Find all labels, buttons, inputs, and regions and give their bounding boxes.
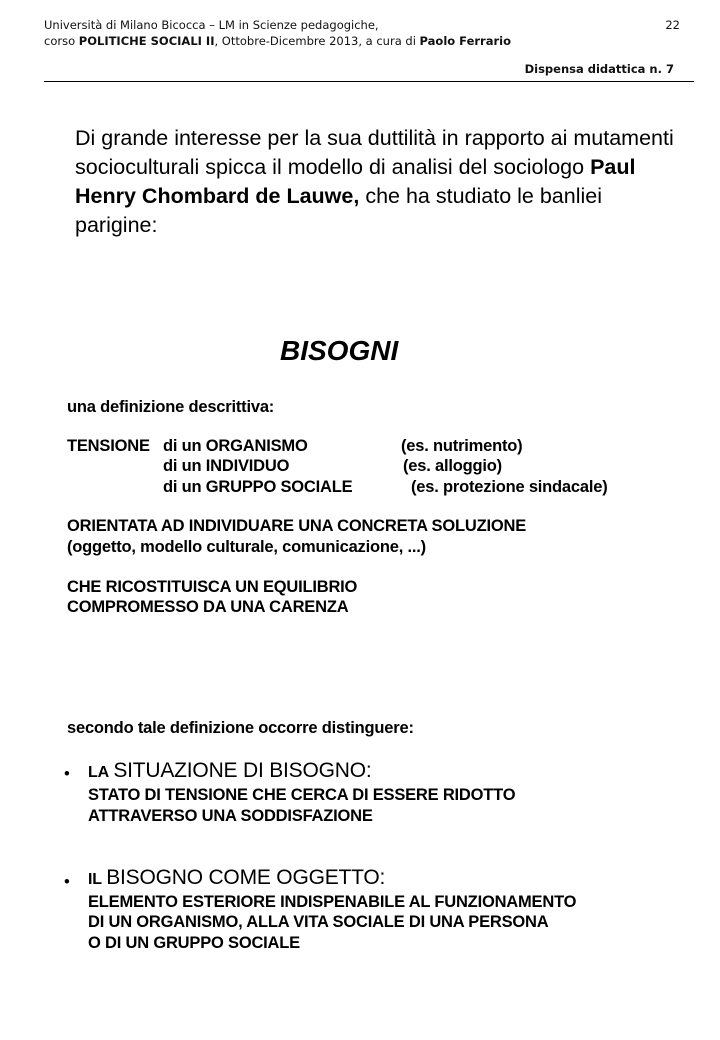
intro-sociologist-name: Paul Henry Chombard de Lauwe, (75, 155, 636, 208)
tension-example-nutrimento: (es. nutrimento) (401, 437, 523, 455)
item-2-line-1: ELEMENTO ESTERIORE INDISPENABILE AL FUNZIONAMENTO (88, 893, 577, 911)
tension-example-alloggio: (es. alloggio) (403, 457, 502, 475)
bullet-1: • (64, 765, 70, 783)
header-course-name: POLITICHE SOCIALI II (78, 34, 215, 48)
item-1-article: LA (88, 764, 109, 781)
restore-line-2: COMPROMESSO DA UNA CARENZA (67, 598, 349, 616)
header-course-prefix: corso (44, 34, 79, 48)
oriented-line-2: (oggetto, modello culturale, comunicazione, ...) (67, 538, 426, 556)
tension-label: TENSIONE (67, 437, 150, 455)
item-2-article: IL (88, 871, 102, 888)
tension-subject-organismo: di un ORGANISMO (163, 437, 308, 455)
intro-paragraph (75, 124, 675, 240)
tension-subject-gruppo-sociale: di un GRUPPO SOCIALE (163, 478, 353, 496)
intro-text-before: Di grande interesse per la sua duttilità in rapporto ai mutamenti socioculturali spicca il modello di analisi del sociologo (75, 126, 674, 179)
definition-label: una definizione descrittiva: (67, 398, 275, 416)
header-institution: Università di Milano Bicocca – LM in Scienze pedagogiche, (44, 18, 379, 32)
header-divider (44, 81, 694, 82)
tension-subject-individuo: di un INDIVIDUO (163, 457, 290, 475)
header-course-dates: , Ottobre-Dicembre 2013, a cura di (214, 34, 420, 48)
item-2-heading (88, 868, 385, 890)
item-1-colon: : (365, 759, 372, 782)
bullet-2: • (64, 873, 70, 891)
item-1-line-2: ATTRAVERSO UNA SODDISFAZIONE (88, 807, 373, 825)
item-2-title: BISOGNO COME OGGETTO (106, 866, 380, 889)
item-2-colon: : (379, 866, 386, 889)
intro-text-after: che ha studiato le banliei parigine: (75, 184, 602, 237)
distinction-intro: secondo tale definizione occorre distinguere: (67, 719, 414, 737)
dispensa-label: Dispensa didattica n. 7 (524, 62, 674, 76)
page-number: 22 (665, 18, 680, 32)
item-2-line-3: O DI UN GRUPPO SOCIALE (88, 934, 300, 952)
section-title: BISOGNI (280, 335, 399, 366)
header-author: Paolo Ferrario (419, 34, 511, 48)
item-1-line-1: STATO DI TENSIONE CHE CERCA DI ESSERE RIDOTTO (88, 786, 516, 804)
item-2-line-2: DI UN ORGANISMO, ALLA VITA SOCIALE DI UNA PERSONA (88, 913, 549, 931)
oriented-line-1: ORIENTATA AD INDIVIDUARE UNA CONCRETA SOLUZIONE (67, 517, 527, 535)
tension-example-protezione: (es. protezione sindacale) (411, 478, 608, 496)
restore-line-1: CHE RICOSTITUISCA UN EQUILIBRIO (67, 578, 358, 596)
item-1-title: SITUAZIONE DI BISOGNO (113, 759, 366, 782)
item-1-heading (88, 761, 371, 783)
header-course-line (44, 33, 511, 49)
